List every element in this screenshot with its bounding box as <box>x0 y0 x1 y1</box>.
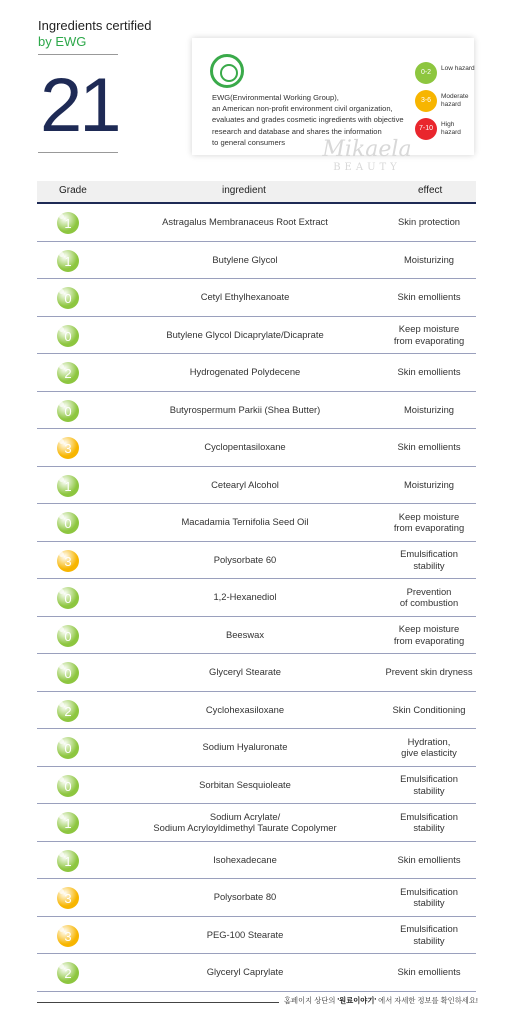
watermark-logo <box>312 138 422 174</box>
table-row <box>37 279 476 317</box>
ingredient-text: Polysorbate 60 <box>213 553 277 565</box>
legend-label: High hazard <box>441 121 461 136</box>
ingredient-name <box>125 842 365 878</box>
effect-text: Emulsification stability <box>400 773 458 796</box>
ingredient-effect <box>377 579 481 615</box>
table-row <box>37 729 476 767</box>
divider <box>38 54 118 55</box>
badge-shine-icon <box>59 702 64 707</box>
table-row <box>37 917 476 955</box>
effect-text: Moisturizing <box>403 403 454 415</box>
grade-badge <box>57 437 79 459</box>
grade-badge <box>57 400 79 422</box>
badge-shine-icon <box>59 289 64 294</box>
table-row <box>37 392 476 430</box>
grade-badge <box>57 775 79 797</box>
table-row <box>37 654 476 692</box>
column-header-ingredient: ingredient <box>222 185 266 196</box>
grade-value: 0 <box>64 628 72 644</box>
table-row <box>37 204 476 242</box>
badge-shine-icon <box>59 252 64 257</box>
high-hazard-dot-icon: 7-10 <box>415 118 437 140</box>
ingredient-effect <box>377 504 481 540</box>
badge-shine-icon <box>59 927 64 932</box>
badge-shine-icon <box>59 814 64 819</box>
column-header-grade: Grade <box>59 185 87 196</box>
ingredient-name <box>125 654 365 690</box>
grade-badge <box>57 325 79 347</box>
grade-value: 0 <box>64 591 72 606</box>
grade-value: 2 <box>64 703 72 719</box>
watermark-line: BEAUTY <box>333 162 401 173</box>
badge-shine-icon <box>59 477 64 482</box>
ingredient-text: Hydrogenated Polydecene <box>189 366 301 378</box>
ingredient-name <box>125 542 365 578</box>
ingredient-text: Polysorbate 80 <box>213 891 277 903</box>
ingredient-effect <box>377 617 481 653</box>
ingredient-effect <box>377 242 481 278</box>
effect-text: Moisturizing <box>403 253 454 265</box>
ingredient-effect <box>377 467 481 503</box>
grade-badge <box>57 962 79 984</box>
ingredient-text: Sorbitan Sesquioleate <box>199 778 291 790</box>
ingredient-effect <box>377 392 481 428</box>
ingredient-effect <box>377 429 481 465</box>
table-row <box>37 804 476 842</box>
badge-shine-icon <box>59 739 64 744</box>
ingredient-text: Sodium Hyaluronate <box>202 741 288 753</box>
legend-label: Moderate hazard <box>441 93 469 108</box>
ewg-description-line: to general consumers <box>212 137 286 147</box>
ingredient-name <box>125 692 365 728</box>
watermark-line: Mikaela <box>322 137 412 162</box>
legend-moderate <box>415 90 475 114</box>
table-row <box>37 842 476 880</box>
ingredient-name <box>125 429 365 465</box>
ingredient-name <box>125 504 365 540</box>
ingredient-effect <box>377 767 481 803</box>
badge-shine-icon <box>59 552 64 557</box>
ingredient-effect <box>377 204 481 240</box>
ingredient-name <box>125 204 365 240</box>
ingredient-text: Astragalus Membranaceus Root Extract <box>162 216 328 228</box>
grade-badge <box>57 887 79 909</box>
grade-badge <box>57 925 79 947</box>
grade-badge <box>57 587 79 609</box>
grade-value: 1 <box>64 478 72 494</box>
grade-value: 3 <box>64 441 72 456</box>
table-row <box>37 504 476 542</box>
footer-divider <box>37 1002 279 1003</box>
effect-text: Emulsification stability <box>400 885 458 908</box>
ingredient-text: PEG-100 Stearate <box>206 928 284 940</box>
grade-badge <box>57 287 79 309</box>
effect-text: Emulsification stability <box>400 923 458 946</box>
effect-text: Skin emollients <box>397 966 461 978</box>
table-row <box>37 879 476 917</box>
grade-badge <box>57 212 79 234</box>
badge-shine-icon <box>59 889 64 894</box>
grade-value: 2 <box>64 966 72 981</box>
ingredient-text: Isohexadecane <box>213 853 277 865</box>
grade-badge <box>57 512 79 534</box>
ingredient-text: Cetearyl Alcohol <box>211 478 279 490</box>
ingredient-text: Sodium Acrylate/ Sodium Acryloyldimethyl Taurate Copolymer <box>153 810 337 833</box>
grade-value: 3 <box>64 891 72 906</box>
ingredient-text: Butylene Glycol Dicaprylate/Dicaprate <box>166 328 324 340</box>
ingredient-effect <box>377 804 481 840</box>
grade-badge <box>57 737 79 759</box>
badge-shine-icon <box>59 402 64 407</box>
ingredient-text: Glyceryl Stearate <box>209 666 281 678</box>
grade-value: 3 <box>64 928 72 944</box>
effect-text: Prevention of combustion <box>399 585 459 608</box>
ingredient-effect <box>377 842 481 878</box>
grade-badge <box>57 700 79 722</box>
table-row <box>37 467 476 505</box>
ingredient-name <box>125 804 365 840</box>
badge-shine-icon <box>59 964 64 969</box>
ingredient-name <box>125 467 365 503</box>
grade-badge <box>57 850 79 872</box>
table-header <box>37 181 476 204</box>
table-row <box>37 242 476 280</box>
table-row <box>37 954 476 992</box>
table-row <box>37 354 476 392</box>
effect-text: Hydration, give elasticity <box>401 735 457 758</box>
table-row <box>37 692 476 730</box>
ingredient-effect <box>377 317 481 353</box>
ingredient-effect <box>377 654 481 690</box>
ingredient-text: Cetyl Ethylhexanoate <box>200 291 290 303</box>
legend-high <box>415 118 475 142</box>
ingredient-name <box>125 767 365 803</box>
effect-text: Skin protection <box>397 216 460 228</box>
grade-badge <box>57 475 79 497</box>
badge-shine-icon <box>59 589 64 594</box>
table-row <box>37 579 476 617</box>
ingredient-text: Macadamia Ternifolia Seed Oil <box>181 516 309 528</box>
grade-badge <box>57 362 79 384</box>
grade-value: 0 <box>64 741 72 756</box>
effect-text: Skin Conditioning <box>392 703 466 715</box>
ingredient-effect <box>377 917 481 953</box>
effect-text: Emulsification stability <box>400 548 458 571</box>
table-body <box>37 204 476 992</box>
ingredient-text: Beeswax <box>225 628 265 640</box>
ingredient-effect <box>377 954 481 990</box>
section-title: Ingredients certified <box>38 18 152 33</box>
legend-low <box>415 62 475 86</box>
grade-badge <box>57 550 79 572</box>
table-row <box>37 767 476 805</box>
ingredient-effect <box>377 879 481 915</box>
low-hazard-dot-icon: 0-2 <box>415 62 437 84</box>
ewg-description-line: EWG(Environmental Working Group), <box>212 93 339 102</box>
badge-shine-icon <box>59 364 64 369</box>
table-row <box>37 617 476 655</box>
section-subtitle: by EWG <box>38 34 87 49</box>
grade-badge <box>57 250 79 272</box>
effect-text: Keep moisture from evaporating <box>393 510 465 533</box>
ingredient-name <box>125 242 365 278</box>
ingredient-name <box>125 317 365 353</box>
ingredient-name <box>125 354 365 390</box>
effect-text: Keep moisture from evaporating <box>393 623 465 646</box>
ingredient-text: 1,2-Hexanediol <box>213 591 277 603</box>
table-row <box>37 429 476 467</box>
ingredient-text: Glyceryl Caprylate <box>206 966 284 978</box>
ingredient-text: Cyclohexasiloxane <box>205 703 285 715</box>
column-header-effect: effect <box>418 185 443 196</box>
effect-text: Keep moisture from evaporating <box>393 323 465 346</box>
badge-shine-icon <box>59 439 64 444</box>
ingredient-effect <box>377 279 481 315</box>
ingredient-name <box>125 954 365 990</box>
footer-highlight: '원료이야기' <box>337 996 377 1005</box>
grade-badge <box>57 625 79 647</box>
ingredient-effect <box>377 729 481 765</box>
footer-note <box>284 996 478 1006</box>
badge-shine-icon <box>59 214 64 219</box>
table-row <box>37 542 476 580</box>
ingredient-effect <box>377 354 481 390</box>
grade-badge <box>57 662 79 684</box>
grade-value: 0 <box>64 403 72 419</box>
ingredient-text: Cyclopentasiloxane <box>204 441 286 453</box>
badge-shine-icon <box>59 852 64 857</box>
ingredient-effect <box>377 542 481 578</box>
grade-value: 0 <box>64 291 72 306</box>
effect-text: Prevent skin dryness <box>385 666 473 678</box>
ewg-description-line: evaluates and grades cosmetic ingredients with objective <box>212 115 404 125</box>
ewg-description-line: an American non-profit environment civil organization, <box>212 104 393 114</box>
ingredient-name <box>125 729 365 765</box>
ingredient-name <box>125 279 365 315</box>
badge-shine-icon <box>59 777 64 782</box>
grade-value: 0 <box>64 778 72 794</box>
ingredient-effect <box>377 692 481 728</box>
grade-value: 2 <box>64 366 72 381</box>
grade-value: 1 <box>64 216 72 231</box>
footer-prefix: 홈페이지 상단의 <box>284 996 338 1005</box>
badge-shine-icon <box>59 327 64 332</box>
ingredient-text: Butylene Glycol <box>212 253 278 265</box>
grade-value: 0 <box>64 516 72 531</box>
ingredient-name <box>125 917 365 953</box>
badge-shine-icon <box>59 627 64 632</box>
effect-text: Skin emollients <box>397 291 461 303</box>
effect-text: Skin emollients <box>397 441 461 453</box>
grade-value: 1 <box>64 816 72 831</box>
grade-value: 1 <box>64 853 72 869</box>
effect-text: Skin emollients <box>397 853 461 865</box>
ingredient-name <box>125 579 365 615</box>
legend-label: Low hazard <box>441 65 475 72</box>
ingredient-text: Butyrospermum Parkii (Shea Butter) <box>169 403 321 415</box>
divider <box>38 152 118 153</box>
grade-value: 1 <box>64 253 72 269</box>
ingredient-table <box>37 181 476 992</box>
grade-value: 0 <box>64 328 72 344</box>
ewg-description-line: research and database and shares the information <box>212 126 382 136</box>
ingredient-count: 21 <box>40 63 119 148</box>
table-row <box>37 317 476 355</box>
effect-text: Skin emollients <box>397 366 461 378</box>
ingredient-name <box>125 617 365 653</box>
badge-shine-icon <box>59 514 64 519</box>
grade-value: 3 <box>64 553 72 569</box>
effect-text: Moisturizing <box>403 478 454 490</box>
grade-value: 0 <box>64 666 72 681</box>
grade-badge <box>57 812 79 834</box>
badge-shine-icon <box>59 664 64 669</box>
ewg-verified-logo-icon <box>210 54 244 88</box>
effect-text: Emulsification stability <box>400 810 458 833</box>
ingredient-name <box>125 392 365 428</box>
footer-suffix: 에서 자세한 정보를 확인하세요! <box>376 996 478 1005</box>
moderate-hazard-dot-icon: 3-6 <box>415 90 437 112</box>
ingredient-name <box>125 879 365 915</box>
